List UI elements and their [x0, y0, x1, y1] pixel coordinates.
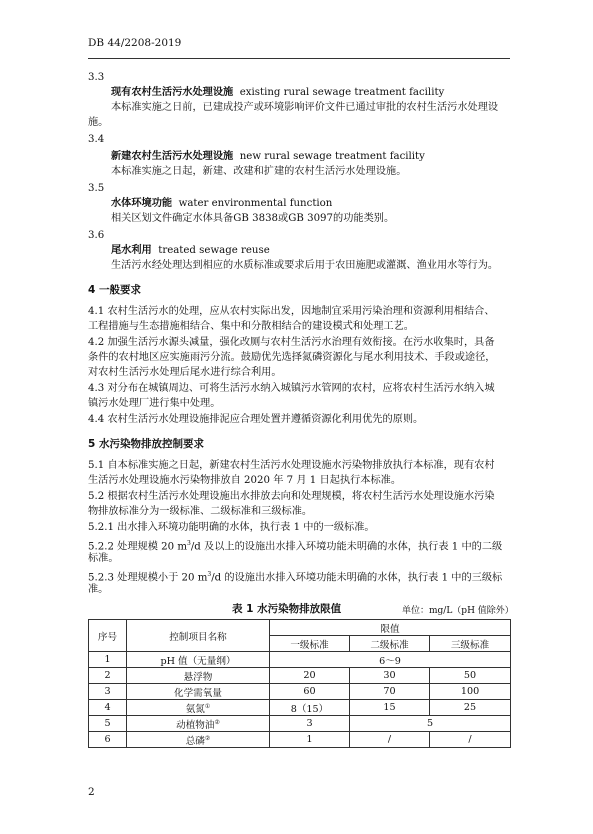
header-cell: 控制项目名称: [127, 620, 270, 652]
document-id: DB 44/2208-2019: [88, 37, 182, 49]
term-number: 3.5: [88, 183, 105, 194]
table-cell: 5: [89, 716, 127, 732]
paragraph-line: 生活污水处理设施水污染物排放自 2020 年 7 月 1 日起执行本标准。: [88, 475, 402, 486]
text-run: 5.2.3 处理规模小于 20 m: [88, 572, 208, 584]
term-number: 3.6: [88, 230, 105, 241]
item-name: 氨氮: [185, 703, 205, 715]
table-cell: 20: [270, 668, 350, 684]
term-title: 现有农村生活污水处理设施: [111, 87, 234, 98]
paragraph-line: 准。: [88, 584, 109, 595]
table-cell: 100: [430, 684, 511, 700]
table-row: [89, 684, 511, 700]
table-cell: [127, 700, 270, 716]
table-row: [89, 668, 511, 684]
table-cell: 5: [350, 716, 511, 732]
paragraph-line: [88, 568, 502, 584]
table-cell: 4: [89, 700, 127, 716]
paragraph-line: 标准。: [88, 553, 119, 564]
footnote-marker: ②: [204, 734, 211, 742]
table-cell: 70: [350, 684, 430, 700]
paragraph-line: 条件的农村地区应实施雨污分流。鼓励优先选择氮磷资源化与尾水利用技术、手段或途径，: [88, 352, 496, 363]
table-row: [89, 652, 511, 668]
header-cell: 一级标准: [270, 636, 350, 652]
table-cell: 1: [270, 732, 350, 748]
paragraph-line: 4.4 农村生活污水处理设施排泥应合理处置并遵循资源化利用优先的原则。: [88, 414, 424, 425]
table-header-row: [89, 620, 511, 636]
term-heading: [111, 86, 444, 99]
term-english: existing rural sewage treatment facility: [239, 87, 445, 98]
table-cell: 3: [89, 684, 127, 700]
header-rule: [88, 58, 510, 59]
item-name: 总磷: [185, 735, 205, 747]
table-cell: [127, 732, 270, 748]
term-title: 尾水利用: [111, 245, 152, 256]
paragraph-line: 镇污水处理厂进行集中处理。: [88, 398, 221, 409]
page-number: 2: [88, 786, 95, 798]
text-run: /d 的设施出水排入环境功能未明确的水体，执行表 1 中的三级标: [211, 572, 503, 584]
section-heading: 5 水污染物排放控制要求: [88, 438, 204, 450]
table-row: [89, 716, 511, 732]
header-cell: 三级标准: [430, 636, 511, 652]
table-cell: 6: [89, 732, 127, 748]
paragraph-line: 5.2.1 出水排入环境功能明确的水体，执行表 1 中的一级标准。: [88, 522, 375, 533]
term-number: 3.3: [88, 72, 105, 83]
term-title: 新建农村生活污水处理设施: [111, 151, 234, 162]
paragraph-line: 5.1 自本标准实施之日起，新建农村生活污水处理设施水污染物排放执行本标准，现有农村: [88, 460, 495, 471]
table-cell: [127, 716, 270, 732]
term-heading: [111, 150, 425, 163]
term-heading: [111, 197, 332, 210]
table-cell: /: [350, 732, 430, 748]
table-cell: 2: [89, 668, 127, 684]
header-cell: 限值: [270, 620, 511, 636]
term-title: 水体环境功能: [111, 198, 173, 209]
term-english: water environmental function: [178, 198, 333, 209]
header-cell: 序号: [89, 620, 127, 652]
table-cell: 15: [350, 700, 430, 716]
term-english: new rural sewage treatment facility: [239, 151, 425, 162]
term-definition-line: 相关区划文件确定水体具备GB 3838或GB 3097的功能类别。: [111, 213, 395, 224]
emission-limits-table: [88, 619, 511, 748]
paragraph-line: 物排放标准分为一级标准、二级标准和三级标准。: [88, 506, 313, 517]
paragraph-line: 4.1 农村生活污水的处理，应从农村实际出发，因地制宜采用污染治理和资源利用相结合、: [88, 306, 495, 317]
table-cell: 化学需氧量: [127, 684, 270, 700]
table-row: [89, 732, 511, 748]
header-cell: 二级标准: [350, 636, 430, 652]
term-definition-line: 本标准实施之日前，已建成投产或环境影响评价文件已通过审批的农村生活污水处理设: [111, 102, 499, 113]
item-name: 动植物油: [176, 719, 215, 731]
table-cell: /: [430, 732, 511, 748]
term-english: treated sewage reuse: [158, 245, 270, 256]
table-cell: 50: [430, 668, 511, 684]
paragraph-line: 4.3 对分布在城镇周边、可将生活污水纳入城镇污水管网的农村，应将农村生活污水纳入城: [88, 383, 495, 394]
table-cell: 25: [430, 700, 511, 716]
footnote-marker: ①: [204, 702, 211, 710]
table-cell: 30: [350, 668, 430, 684]
paragraph-line: 5.2 根据农村生活污水处理设施出水排放去向和处理规模，将农村生活污水处理设施水污染: [88, 491, 495, 502]
paragraph-line: 工程措施与生态措施相结合、集中和分散相结合的建设模式和处理工艺。: [88, 321, 414, 332]
superscript: 3: [207, 571, 212, 578]
table-unit: 单位：mg/L（pH 值除外）: [402, 606, 514, 616]
superscript: 3: [187, 540, 191, 547]
footnote-marker: ②: [214, 718, 220, 726]
text-run: 5.2.2 处理规模 20 m: [88, 541, 188, 553]
table-cell: 1: [89, 652, 127, 668]
paragraph-line: 4.2 加强生活污水源头减量，强化改厕与农村生活污水治理有效衔接。在污水收集时，具备: [88, 337, 495, 348]
table-cell: pH 值（无量纲）: [127, 652, 270, 668]
text-run: /d 及以上的设施出水排入环境功能未明确的水体，执行表 1 中的二级: [190, 541, 503, 553]
term-number: 3.4: [88, 134, 105, 145]
section-heading: 4 一般要求: [88, 284, 141, 296]
table-caption: 表 1 水污染物排放限值: [232, 603, 342, 615]
table-cell: 60: [270, 684, 350, 700]
table-cell: 悬浮物: [127, 668, 270, 684]
term-heading: [111, 244, 270, 257]
term-definition-line: 本标准实施之日起，新建、改建和扩建的农村生活污水处理设施。: [111, 166, 407, 177]
paragraph-line: 对农村生活污水处理后尾水进行综合利用。: [88, 367, 282, 378]
table-row: [89, 700, 511, 716]
table-cell: 8（15）: [270, 700, 350, 716]
table-cell: 6～9: [270, 652, 511, 668]
table-cell: 3: [270, 716, 350, 732]
term-definition-line: 施。: [88, 117, 109, 128]
term-definition-line: 生活污水经处理达到相应的水质标准或要求后用于农田施肥或灌溉、渔业用水等行为。: [111, 260, 499, 271]
paragraph-line: [88, 537, 502, 553]
